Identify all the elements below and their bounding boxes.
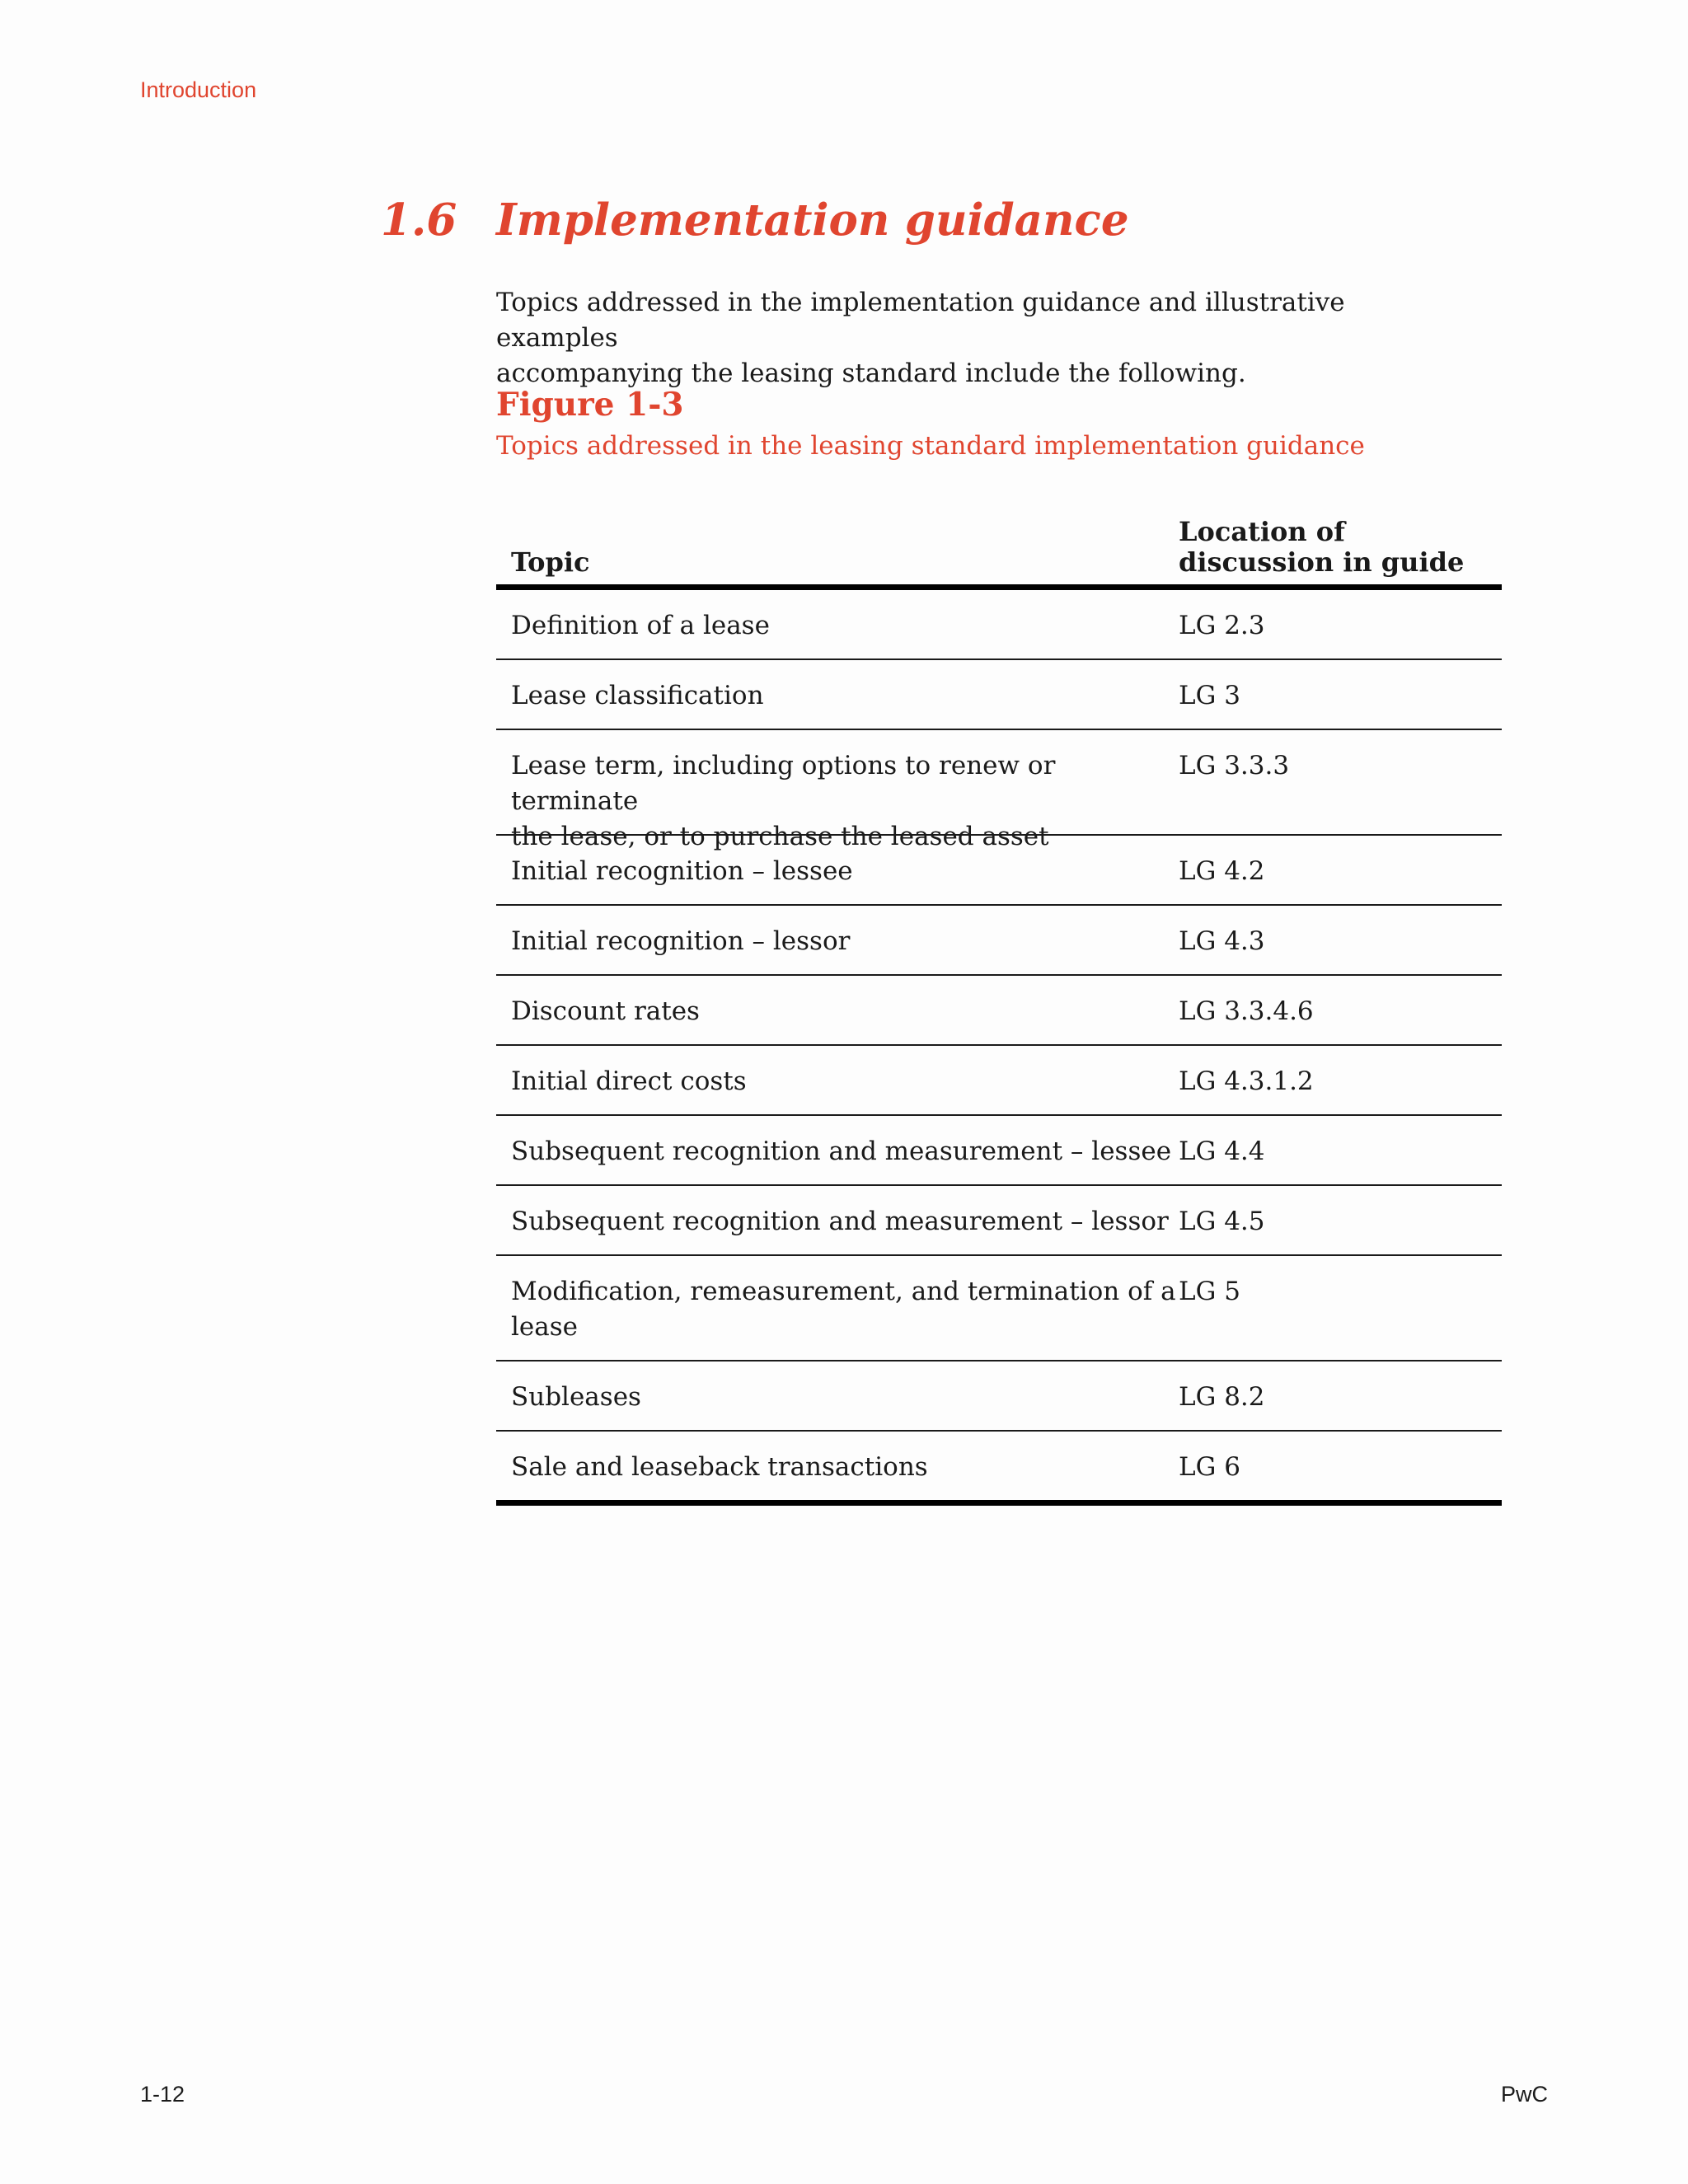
topic-cell: [496, 678, 1179, 729]
location-cell: LG 3.3.4.6: [1179, 996, 1314, 1026]
topic-cell: [496, 1204, 1179, 1254]
topic-cell-line: Initial recognition – lessee: [511, 856, 853, 886]
intro-line: accompanying the leasing standard include the following.: [496, 359, 1246, 388]
topic-cell-line: Sale and leaseback transactions: [511, 1452, 928, 1482]
header-location-line: Location of: [1179, 516, 1345, 547]
table-row: [496, 1186, 1502, 1256]
topic-cell-line: Discount rates: [511, 996, 700, 1026]
location-cell: LG 4.3.1.2: [1179, 1066, 1314, 1096]
topic-cell-line: Lease term, including options to renew or terminate: [511, 751, 1056, 816]
table-row: [496, 1046, 1502, 1116]
topic-cell: [496, 854, 1179, 904]
topic-cell: [496, 1274, 1179, 1360]
location-cell: LG 4.2: [1179, 856, 1265, 886]
location-cell: LG 3.3.3: [1179, 751, 1290, 780]
table-row: [496, 730, 1502, 851]
topic-cell: [496, 748, 1179, 851]
table-row: [496, 976, 1502, 1046]
table-body: [496, 590, 1502, 1506]
topic-cell-line: Subleases: [511, 1382, 641, 1412]
location-cell: LG 5: [1179, 1277, 1240, 1306]
header-topic: Topic: [511, 546, 590, 578]
figure-label: Figure 1-3: [496, 386, 684, 424]
intro-line: Topics addressed in the implementation guidance and illustrative examples: [496, 288, 1345, 353]
location-cell: LG 2.3: [1179, 611, 1265, 640]
section-number: 1.6: [381, 194, 457, 246]
topic-cell-line: Modification, remeasurement, and termination of a: [511, 1277, 1176, 1306]
table-row: [496, 1361, 1502, 1432]
location-cell: LG 4.4: [1179, 1137, 1265, 1166]
publisher-name: PwC: [1500, 2082, 1548, 2107]
topic-cell: [496, 1450, 1179, 1500]
table-row: [496, 906, 1502, 976]
topic-cell: [496, 1380, 1179, 1430]
topic-cell-line: Initial direct costs: [511, 1066, 747, 1096]
topic-cell: [496, 924, 1179, 974]
topic-cell: [496, 1064, 1179, 1114]
location-cell: LG 3: [1179, 681, 1240, 710]
topic-cell: [496, 994, 1179, 1044]
header-location: [1179, 517, 1502, 578]
section-title: Implementation guidance: [496, 194, 1129, 246]
table-row: [496, 1432, 1502, 1506]
location-cell: LG 4.3: [1179, 926, 1265, 956]
topic-cell-line: Subsequent recognition and measurement – lessee: [511, 1137, 1172, 1166]
table-row: [496, 660, 1502, 730]
table-row: [496, 590, 1502, 660]
topics-table: [496, 509, 1502, 1506]
table-row: [496, 1116, 1502, 1186]
location-cell: LG 8.2: [1179, 1382, 1265, 1412]
header-location-line: discussion in guide: [1179, 546, 1465, 578]
topic-cell-line: Lease classification: [511, 681, 764, 710]
location-cell: LG 4.5: [1179, 1207, 1265, 1236]
figure-caption: Topics addressed in the leasing standard implementation guidance: [496, 431, 1365, 461]
table-row: [496, 1256, 1502, 1361]
running-head: Introduction: [140, 77, 257, 102]
table-header-row: [496, 509, 1502, 590]
intro-paragraph: [496, 285, 1452, 391]
section-heading: [381, 194, 1129, 246]
topic-cell: [496, 1134, 1179, 1184]
topic-cell: [496, 608, 1179, 658]
topic-cell-line: Initial recognition – lessor: [511, 926, 851, 956]
page-number: 1-12: [140, 2082, 185, 2107]
topic-cell-line: Definition of a lease: [511, 611, 770, 640]
topic-cell-line: lease: [511, 1312, 578, 1342]
topic-cell-line: Subsequent recognition and measurement – lessor: [511, 1207, 1169, 1236]
location-cell: LG 6: [1179, 1452, 1240, 1482]
topic-cell-line: the lease, or to purchase the leased asset: [511, 822, 1049, 851]
